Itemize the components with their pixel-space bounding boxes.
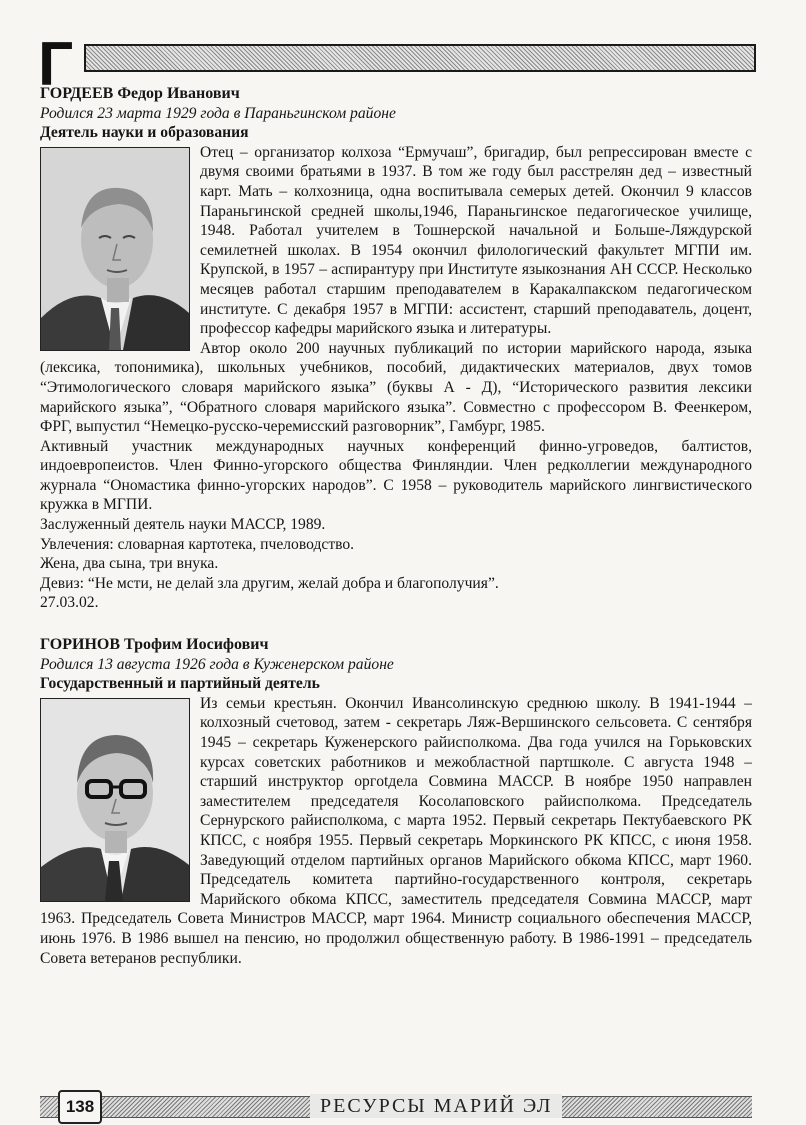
biography-paragraph: Заслуженный деятель науки МАССР, 1989.: [40, 516, 326, 534]
page-number: 138: [58, 1090, 102, 1124]
biography-paragraph: Девиз: “Не мсти, не делай зла другим, желай добра и благополучия”.: [40, 574, 499, 592]
biography-paragraph: Активный участник международных научных конференций финно-угроведов, балтистов, индоевропеистов. Член Финно-угорского общества Финляндии. Член редколлегии международного журнала “Ономастика финно-угорских народов”. С 1958 – руководитель марийского лингвистического кружка в МГПИ.: [40, 437, 752, 514]
portrait-gorinov-image: [41, 699, 189, 901]
page-footer: [40, 1090, 752, 1120]
section-letter: Г: [38, 30, 74, 99]
biography-date: 27.03.02.: [40, 594, 99, 612]
biography-paragraph: Отец – организатор колхоза “Ермучаш”, бригадир, был репрессирован вместе с двумя своими братьями в 1937. В том же году был расстрелян дед – известный карт. Мать – колхозница, одна воспитывала семерых детей. Окончил 9 классов Параньгинской средней школы,1946, Параньгинское педагогическое училище, 1948. Работал учителем в Тошнерской начальной и Больше-Ляждурской семилетней школах. В 1954 окончил филологический факультет МГПИ им. Крупской, в 1957 – аспирантуру при Институте языкознания АН СССР. Несколько месяцев работал старшим преподавателем в Каракалпакском педагогическом институте. С декабря 1957 в МГПИ: ассистент, старший преподаватель, доцент, профессор кафедры марийского языка и литературы.: [200, 143, 752, 338]
birth-line: Родился 13 августа 1926 года в Куженерском районе: [40, 655, 394, 673]
biography-paragraph: Жена, два сына, три внука.: [40, 555, 219, 573]
person-name: ГОРИНОВ Трофим Иосифович: [40, 636, 269, 654]
journal-title: РЕСУРСЫ МАРИЙ ЭЛ: [310, 1094, 562, 1118]
section-header-bar: [84, 44, 756, 72]
biography-paragraph: Увлечения: словарная картотека, пчеловодство.: [40, 535, 355, 553]
biography-paragraph: Из семьи крестьян. Окончил Ивансолинскую среднюю школу. В 1941-1944 – колхозный счетовод, затем - секретарь Ляж-Вершинского сельсовета. С сентября 1945 – секретарь Куженерского райисполкома. Два года учился на Горьковских курсах советских работников и межобластной партшколе. С августа 1948 – старший инструктор оргotдела Совмина МАССР. В ноябре 1950 направлен заместителем председателя Косолаповского райисполкома. Председатель Сернурского райисполкома, с марта 1952. Первый секретарь Пектубаевского РК КПСС, с ноября 1955. Первый секретарь Моркинского РК КПСС, с июня 1958. Заведующий отделом партийных органов Марийского обкома КПСС, март 1960. Председатель комитета партийно-государственного контроля, секретарь Марийского обкома КПСС, заместитель председателя Совмина МАССР, март 1963. Председатель Совета Министров МАССР, март 1964. Министр социального обеспечения МАССР, июнь 1976. В 1986 вышел на пенсию, но продолжил общественную работу. В 1986-1991 – председатель Совета ветеранов республики.: [40, 694, 752, 967]
portrait-gordeev-image: [41, 148, 189, 350]
biography-paragraph: Автор около 200 научных публикаций по истории марийского народа, языка (лексика, топонимика), школьных учебников, пособий, дидактических материалов, двух томов “Этимологического словаря марийского языка” (буквы А - Д), “Исторического развития лексики марийского языка”, “Обратного словаря марийского языка”. Совместно с профессором В. Феенкером, ФРГ, выпустил “Немецко-русско-черемисский разговорник”, Гамбург, 1985.: [40, 339, 752, 436]
portrait-photo: [40, 147, 190, 351]
person-role: Государственный и партийный деятель: [40, 675, 320, 693]
birth-line: Родился 23 марта 1929 года в Параньгинском районе: [40, 104, 396, 122]
page-content: [40, 84, 752, 968]
portrait-photo: [40, 698, 190, 902]
person-name: ГОРДЕЕВ Федор Иванович: [40, 85, 240, 102]
person-role: Деятель науки и образования: [40, 124, 249, 142]
biography-entry-gorinov: [40, 635, 752, 968]
biography-entry-gordeev: [40, 84, 752, 613]
